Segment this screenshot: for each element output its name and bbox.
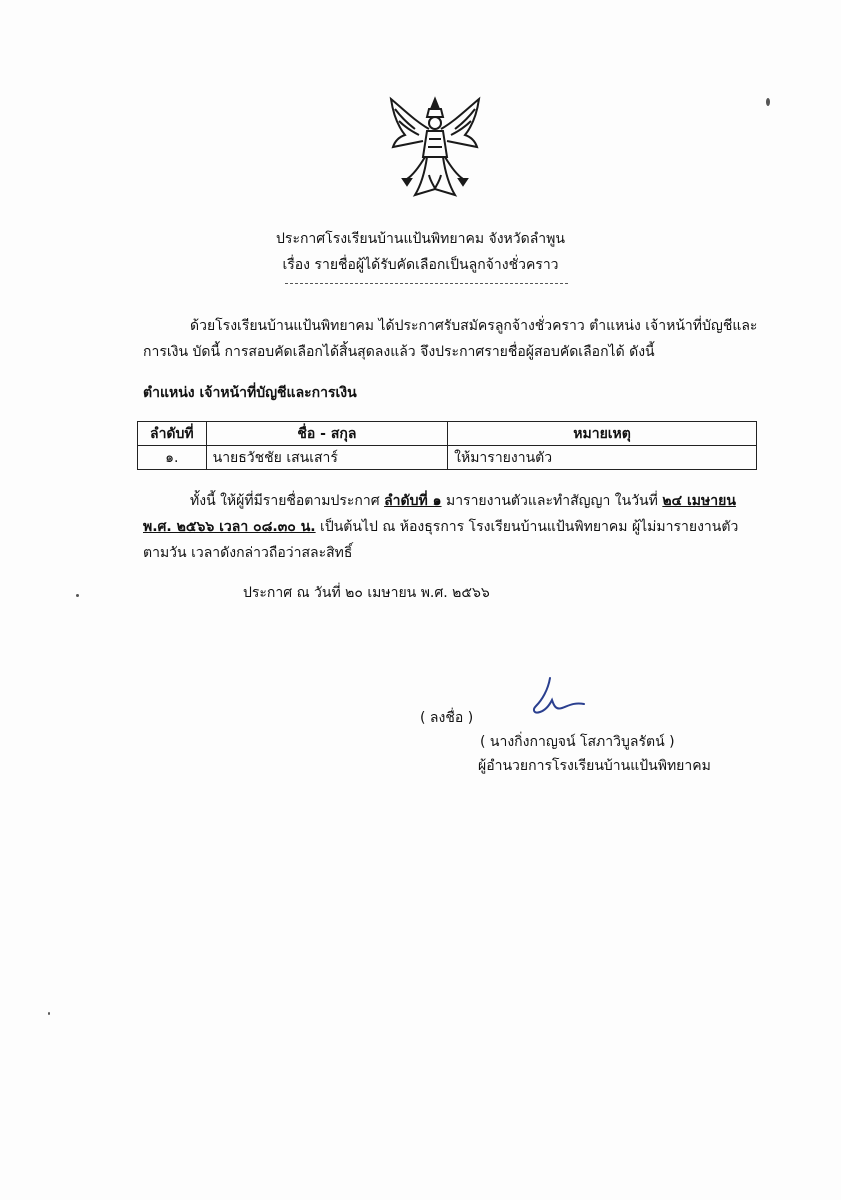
garuda-emblem-icon — [385, 95, 485, 205]
announcement-subject: เรื่อง รายชื่อผู้ได้รับคัดเลือกเป็นลูกจ้างชั่วคราว — [282, 257, 559, 273]
body-line-3: ตามวัน เวลาดังกล่าวถือว่าสละสิทธิ์ — [143, 545, 353, 561]
signer-title: ผู้อำนวยการโรงเรียนบ้านแป้นพิทยาคม — [478, 758, 711, 774]
body-line-2 — [143, 515, 763, 540]
announcement-heading: ประกาศโรงเรียนบ้านแป้นพิทยาคม จังหวัดลำพูน — [276, 231, 565, 247]
row-name: นายธวัชชัย เสนเสาร์ — [206, 446, 448, 470]
scan-speck — [76, 594, 79, 597]
report-date-emphasis: ๒๔ เมษายน — [662, 493, 736, 509]
header-remark: หมายเหตุ — [448, 422, 757, 446]
position-heading: ตำแหน่ง เจ้าหน้าที่บัญชีและการเงิน — [143, 385, 357, 401]
announcement-date: ประกาศ ณ วันที่ ๒๐ เมษายน พ.ศ. ๒๕๖๖ — [243, 585, 490, 601]
body-text: ทั้งนี้ ให้ผู้ที่มีรายชื่อตามประกาศ — [190, 493, 385, 509]
intro-line-2: การเงิน บัดนี้ การสอบคัดเลือกได้สิ้นสุดลงแล้ว จึงประกาศรายชื่อผู้สอบคัดเลือกได้ ดังนี้ — [143, 344, 655, 360]
scan-speck — [48, 1012, 50, 1015]
order-number-emphasis: ลำดับที่ ๑ — [384, 493, 442, 509]
header-order: ลำดับที่ — [138, 422, 207, 446]
table-header-row — [138, 422, 757, 446]
row-remark: ให้มารายงานตัว — [448, 446, 757, 470]
body-line-1 — [143, 489, 810, 514]
sign-label: ( ลงชื่อ ) — [420, 710, 474, 726]
body-text: มารายงานตัวและทำสัญญา ในวันที่ — [441, 493, 663, 509]
table-row — [138, 446, 757, 470]
body-text: เป็นต้นไป ณ ห้องธุรการ โรงเรียนบ้านแป้นพิทยาคม ผู้ไม่มารายงานตัว — [315, 519, 739, 535]
handwritten-signature-icon — [528, 672, 588, 718]
report-time-emphasis: พ.ศ. ๒๕๖๖ เวลา ๐๘.๓๐ น. — [143, 519, 316, 535]
header-name: ชื่อ - สกุล — [206, 422, 448, 446]
result-table — [137, 421, 757, 470]
scan-speck — [766, 98, 770, 106]
intro-line-1: ด้วยโรงเรียนบ้านแป้นพิทยาคม ได้ประกาศรับสมัครลูกจ้างชั่วคราว ตำแหน่ง เจ้าหน้าที่บัญชีและ — [190, 318, 758, 334]
row-order: ๑. — [138, 446, 207, 470]
dashed-divider — [285, 283, 568, 284]
signer-name: ( นางกิ่งกาญจน์ โสภาวิบูลรัตน์ ) — [480, 734, 675, 750]
